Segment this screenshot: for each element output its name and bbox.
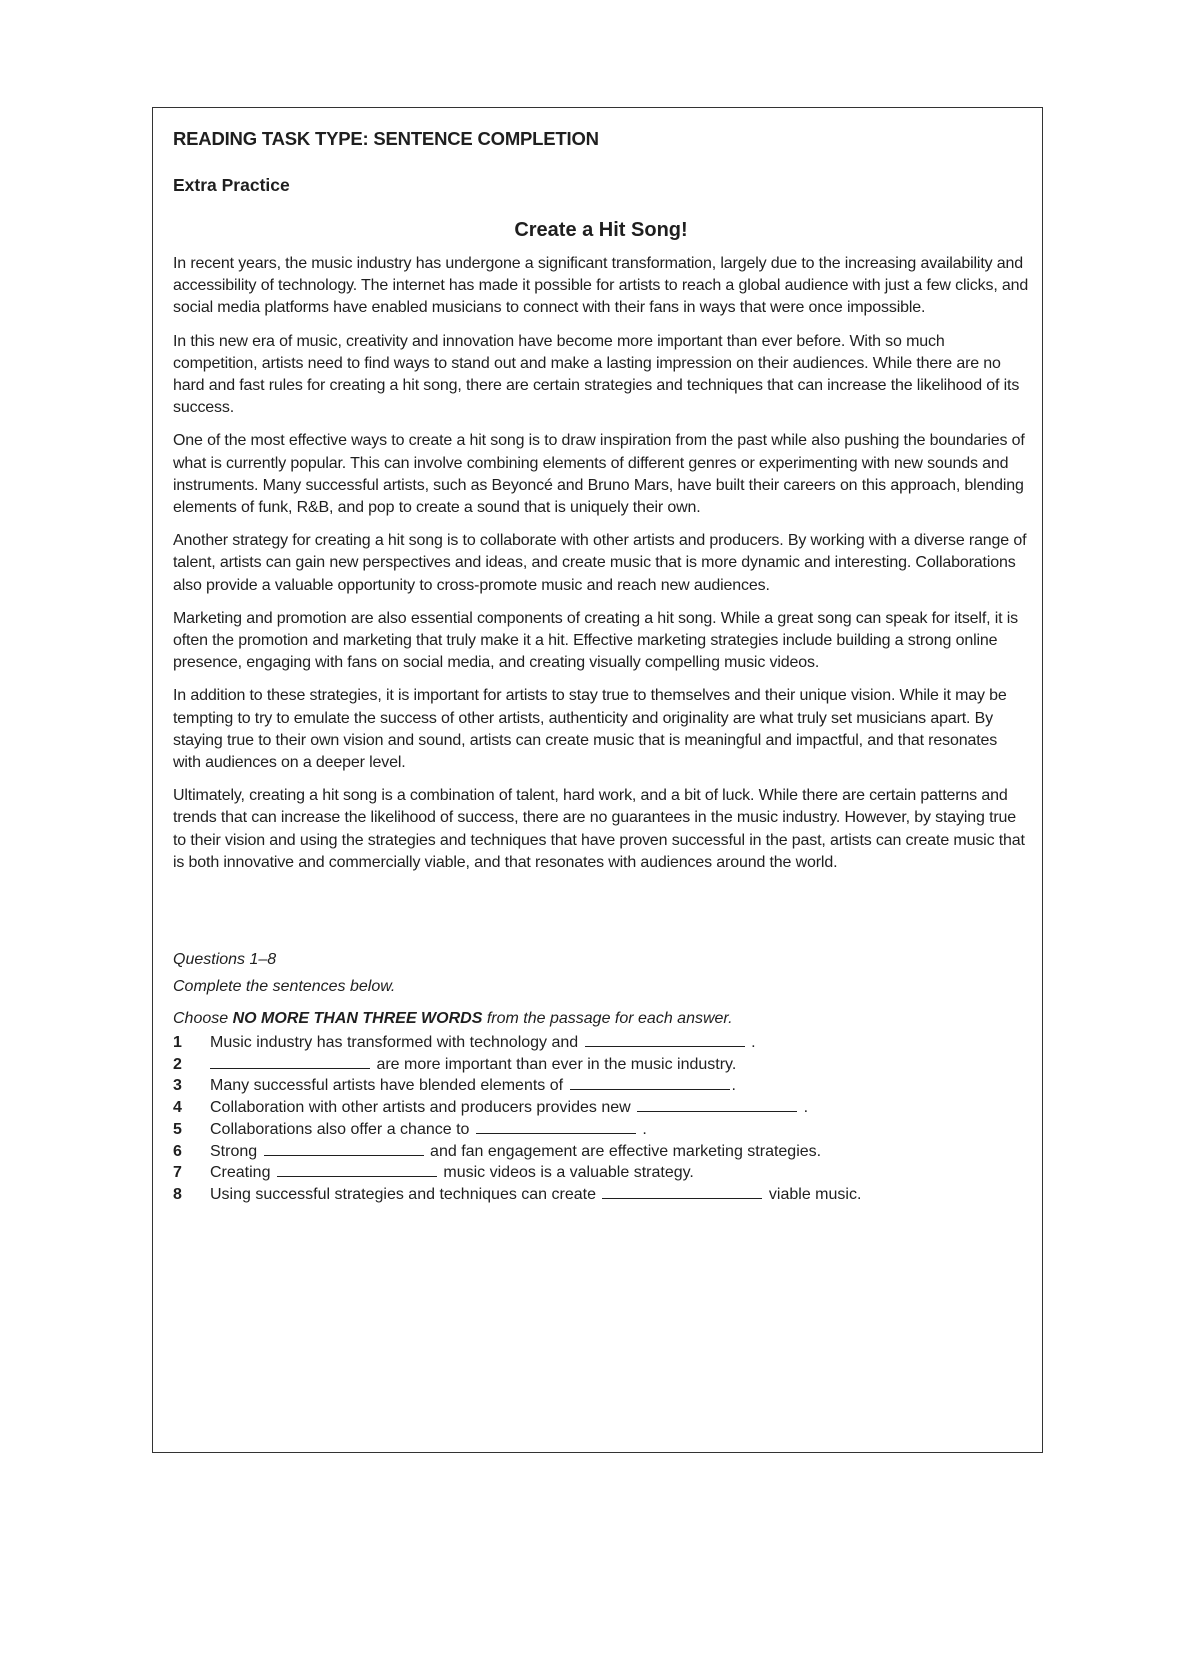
choose-suffix: from the passage for each answer. xyxy=(486,1010,733,1028)
questions-instruction: Complete the sentences below. xyxy=(173,978,396,996)
questions-section xyxy=(173,949,1029,1206)
question-item xyxy=(173,1119,1029,1141)
answer-blank[interactable] xyxy=(637,1098,797,1112)
question-text-before: Strong xyxy=(210,1142,258,1160)
paragraph: In addition to these strategies, it is important for artists to stay true to themselves and their unique vision. While it may be tempting to try to emulate the success of other artists, authenticity and originality are what truly set musicians apart. By staying true to their own vision and sound, artists can create music that is meaningful and impactful, and that resonates with audiences on a deeper level. xyxy=(173,687,1007,772)
answer-blank[interactable] xyxy=(476,1120,636,1134)
question-text-after: . xyxy=(751,1034,756,1052)
question-number: 6 xyxy=(173,1142,182,1160)
paragraph: Marketing and promotion are also essential components of creating a hit song. While a great song can speak for itself, it is often the promotion and marketing that truly make it a hit. Effective marketing strategies include building a strong online presence, engaging with fans on social media, and creating visually compelling music videos. xyxy=(173,609,1018,672)
question-item xyxy=(173,1054,1029,1076)
question-number: 4 xyxy=(173,1099,182,1117)
question-item xyxy=(173,1075,1029,1097)
word-limit-instruction xyxy=(173,1008,1029,1030)
answer-blank[interactable] xyxy=(264,1142,424,1156)
question-number: 8 xyxy=(173,1186,182,1203)
question-text-after: . xyxy=(731,1077,736,1095)
paragraph: In recent years, the music industry has undergone a significant transformation, largely due to the increasing availability and accessibility of technology. The internet has made it possible for artists to reach a global audience with just a few clicks, and social media platforms have enabled musicians to connect with their fans in ways that were once impossible. xyxy=(173,255,1029,317)
question-number: 3 xyxy=(173,1077,182,1095)
worksheet xyxy=(173,128,1029,1206)
paragraph: In this new era of music, creativity and innovation have become more important than ever before. With so much competition, artists need to find ways to stand out and make a lasting impression on their audiences. While there are no hard and fast rules for creating a hit song, there are certain strategies and techniques that can increase the likelihood of its success. xyxy=(173,332,1020,417)
question-item xyxy=(173,1184,1029,1206)
question-list xyxy=(173,1032,1029,1206)
question-text-before: Many successful artists have blended elements of xyxy=(210,1077,564,1095)
question-item xyxy=(173,1141,1029,1163)
paragraph: Ultimately, creating a hit song is a combination of talent, hard work, and a bit of luck. While there are certain patterns and trends that can increase the likelihood of success, there are no guarantees in the music industry. However, by staying true to their vision and using the strategies and techniques that have proven successful in the past, artists can create music that is both innovative and commercially viable, and that resonates with audiences around the world. xyxy=(173,787,1025,871)
question-number: 1 xyxy=(173,1034,182,1052)
question-text-before: Music industry has transformed with technology and xyxy=(210,1034,579,1052)
question-item xyxy=(173,1162,1029,1184)
questions-heading: Questions 1–8 xyxy=(173,951,277,969)
task-type-heading: READING TASK TYPE: SENTENCE COMPLETION xyxy=(173,128,599,149)
question-text-after: and fan engagement are effective marketing strategies. xyxy=(430,1142,822,1160)
question-text-before: Collaboration with other artists and producers provides new xyxy=(210,1099,631,1117)
question-number: 2 xyxy=(173,1055,182,1073)
paragraph: Another strategy for creating a hit song is to collaborate with other artists and producers. By working with a diverse range of talent, artists can gain new perspectives and ideas, and create music that is more dynamic and interesting. Collaborations also provide a valuable opportunity to cross-promote music and reach new audiences. xyxy=(173,532,1027,594)
question-number: 5 xyxy=(173,1120,182,1138)
question-text-after: viable music. xyxy=(768,1186,862,1203)
question-text-after: are more important than ever in the music industry. xyxy=(376,1055,737,1073)
question-item xyxy=(173,1032,1029,1054)
question-text-before: Creating xyxy=(210,1164,271,1182)
choose-prefix: Choose xyxy=(173,1010,229,1028)
question-number: 7 xyxy=(173,1164,182,1182)
section-subtitle: Extra Practice xyxy=(173,175,290,195)
answer-blank[interactable] xyxy=(277,1163,437,1177)
answer-blank[interactable] xyxy=(570,1076,730,1090)
answer-blank[interactable] xyxy=(602,1185,762,1199)
answer-blank[interactable] xyxy=(210,1055,370,1069)
paragraph: One of the most effective ways to create a hit song is to draw inspiration from the past while also pushing the boundaries of what is currently popular. This can involve combining elements of different genres or experimenting with new sounds and instruments. Many successful artists, such as Beyoncé and Bruno Mars, have built their careers on this approach, blending elements of funk, R&B, and pop to create a sound that is uniquely their own. xyxy=(173,432,1025,517)
answer-blank[interactable] xyxy=(585,1033,745,1047)
question-text-after: . xyxy=(803,1099,809,1117)
word-limit: NO MORE THAN THREE WORDS xyxy=(232,1010,483,1028)
question-text-after: music videos is a valuable strategy. xyxy=(443,1164,694,1182)
question-item xyxy=(173,1097,1029,1119)
question-text-before: Using successful strategies and techniques can create xyxy=(210,1186,596,1203)
question-text-after: . xyxy=(642,1120,647,1138)
article-title: Create a Hit Song! xyxy=(514,219,688,241)
question-text-before: Collaborations also offer a chance to xyxy=(210,1120,470,1138)
